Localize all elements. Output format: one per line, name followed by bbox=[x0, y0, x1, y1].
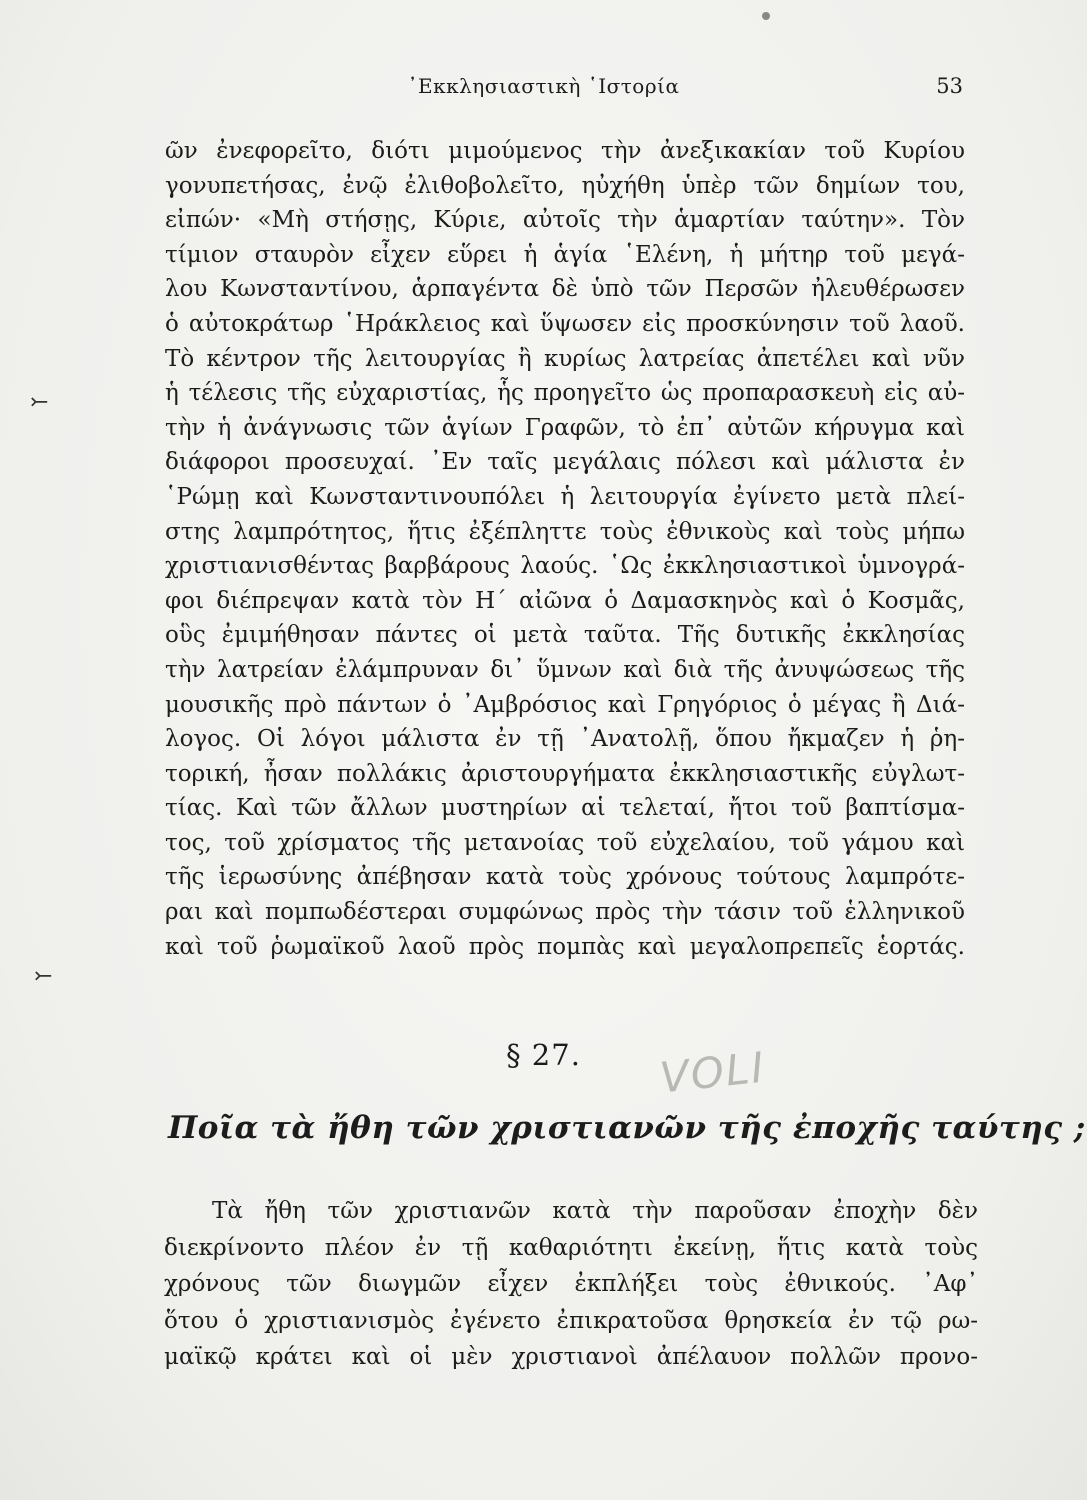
ink-spot bbox=[762, 12, 770, 20]
text-line: χρόνους τῶν διωγμῶν εἶχεν ἐκπλήξει τοὺς ἐθνικούς. ᾿Αφ᾿ bbox=[164, 1271, 978, 1297]
text-line: ραι καὶ πομπωδέστεραι συμφώνως πρὸς τὴν τάσιν τοῦ ἑλληνικοῦ bbox=[165, 899, 965, 926]
paragraph-1 bbox=[165, 134, 965, 964]
running-title: ᾿Εκκλησιαστικὴ ῾Ιστορία bbox=[407, 74, 680, 98]
text-line: εἰπών· «Μὴ στήσῃς, Κύριε, αὐτοῖς τὴν ἁμαρτίαν ταύτην». Τὸν bbox=[165, 207, 965, 234]
text-line: διάφοροι προσευχαί. ᾿Εν ταῖς μεγάλαις πόλεσι καὶ μάλιστα ἐν bbox=[165, 449, 965, 476]
text-line: γονυπετήσας, ἐνῷ ἐλιθοβολεῖτο, ηὐχήθη ὑπὲρ τῶν δημίων του, bbox=[165, 172, 965, 199]
page-header bbox=[0, 74, 1087, 104]
section-number: § 27. bbox=[506, 1038, 581, 1072]
text-line: χριστιανισθέντας βαρβάρους λαούς. ῾Ως ἐκκλησιαστικοὶ ὑμνογρά- bbox=[165, 553, 965, 580]
text-line: μαϊκῷ κράτει καὶ οἱ μὲν χριστιανοὶ ἀπέλαυον πολλῶν προνο- bbox=[164, 1344, 978, 1370]
text-line: ῶν ἐνεφορεῖτο, διότι μιμούμενος τὴν ἀνεξικακίαν τοῦ Κυρίου bbox=[165, 138, 965, 164]
page-number: 53 bbox=[936, 74, 963, 98]
text-line: τὴν λατρείαν ἐλάμπρυναν δι᾿ ὕμνων καὶ διὰ τῆς ἀνυψώσεως τῆς bbox=[165, 656, 965, 683]
text-line: ἡ τέλεσις τῆς εὐχαριστίας, ἧς προηγεῖτο ὡς προπαρασκευὴ εἰς αὐ- bbox=[165, 380, 965, 407]
text-line: τίμιον σταυρὸν εἶχεν εὕρει ἡ ἁγία ῾Ελένη, ἡ μήτηρ τοῦ μεγά- bbox=[165, 241, 965, 268]
text-line: μουσικῆς πρὸ πάντων ὁ ᾿Αμβρόσιος καὶ Γρηγόριος ὁ μέγας ἢ Διά- bbox=[165, 691, 965, 718]
text-line: τος, τοῦ χρίσματος τῆς μετανοίας τοῦ εὐχελαίου, τοῦ γάμου καὶ bbox=[165, 829, 965, 856]
text-line: λογος. Οἱ λόγοι μάλιστα ἐν τῇ ᾿Ανατολῇ, ὅπου ἤκμαζεν ἡ ῥη- bbox=[165, 726, 965, 753]
text-line: ὅτου ὁ χριστιανισμὸς ἐγένετο ἐπικρατοῦσα θρησκεία ἐν τῷ ρω- bbox=[164, 1307, 978, 1334]
text-line: ῾Ρώμῃ καὶ Κωνσταντινουπόλει ἡ λειτουργία ἐγίνετο μετὰ πλεί- bbox=[165, 483, 965, 510]
text-line: διεκρίνοντο πλέον ἐν τῇ καθαριότητι ἐκείνῃ, ἥτις κατὰ τοὺς bbox=[164, 1234, 978, 1261]
text-line: Τὸ κέντρον τῆς λειτουργίας ἢ κυρίως λατρείας ἀπετέλει καὶ νῦν bbox=[165, 345, 965, 372]
text-line: οὓς ἐμιμήθησαν πάντες οἱ μετὰ ταῦτα. Τῆς δυτικῆς ἐκκλησίας bbox=[165, 622, 965, 649]
margin-arrow-mark: ⤚ bbox=[30, 390, 49, 415]
text-line: τορική, ἦσαν πολλάκις ἀριστουργήματα ἐκκλησιαστικῆς εὐγλωτ- bbox=[165, 760, 965, 787]
text-line: λου Κωνσταντίνου, ἁρπαγέντα δὲ ὑπὸ τῶν Περσῶν ἠλευθέρωσεν bbox=[165, 276, 965, 303]
text-line: ὁ αὐτοκράτωρ ῾Ηράκλειος καὶ ὕψωσεν εἰς προσκύνησιν τοῦ λαοῦ. bbox=[165, 310, 965, 337]
text-line: στης λαμπρότητος, ἥτις ἐξέπληττε τοὺς ἐθνικοὺς καὶ τοὺς μήπω bbox=[165, 518, 965, 545]
text-line: τίας. Καὶ τῶν ἄλλων μυστηρίων αἱ τελεταί, ἤτοι τοῦ βαπτίσμα- bbox=[165, 795, 965, 822]
margin-arrow-mark: ⤚ bbox=[34, 964, 53, 989]
text-line: τῆς ἱερωσύνης ἀπέβησαν κατὰ τοὺς χρόνους τούτους λαμπρότε- bbox=[165, 864, 965, 891]
text-line: καὶ τοῦ ῥωμαϊκοῦ λαοῦ πρὸς πομπὰς καὶ μεγαλοπρεπεῖς ἑορτάς. bbox=[165, 933, 965, 960]
text-line: Τὰ ἤθη τῶν χριστιανῶν κατὰ τὴν παροῦσαν ἐποχὴν δὲν bbox=[212, 1198, 978, 1224]
text-line: τὴν ἡ ἀνάγνωσις τῶν ἁγίων Γραφῶν, τὸ ἐπ᾿ αὐτῶν κήρυγμα καὶ bbox=[165, 414, 965, 441]
section-heading: Ποῖα τὰ ἤθη τῶν χριστιανῶν τῆς ἐποχῆς ταύτης ; bbox=[168, 1110, 1086, 1146]
paragraph-2 bbox=[164, 1193, 978, 1376]
handwritten-note: VOLI bbox=[657, 1042, 768, 1103]
text-line: φοι διέπρεψαν κατὰ τὸν Η´ αἰῶνα ὁ Δαμασκηνὸς καὶ ὁ Κοσμᾶς, bbox=[165, 587, 965, 614]
